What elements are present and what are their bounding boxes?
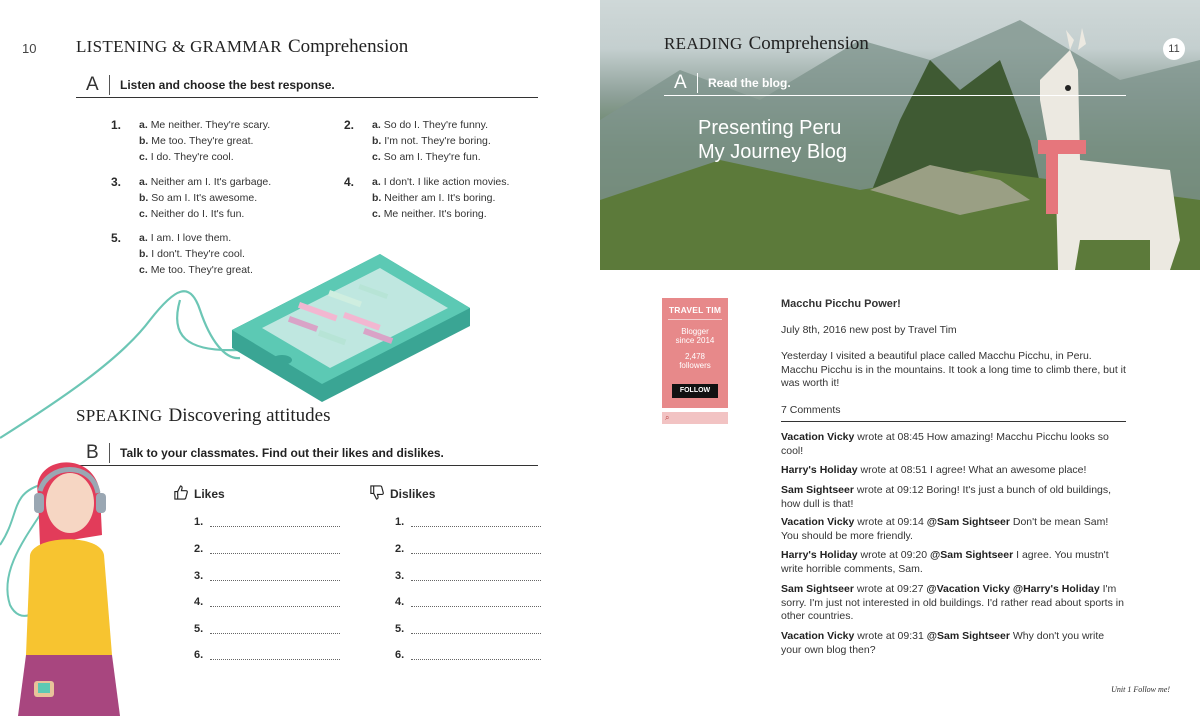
- post-meta: July 8th, 2016 new post by Travel Tim: [781, 324, 957, 336]
- option-letter: c.: [139, 264, 148, 276]
- option-letter: b.: [139, 192, 149, 204]
- comment-author[interactable]: Harry's Holiday: [781, 464, 858, 476]
- option-b[interactable]: [139, 135, 253, 147]
- option-c[interactable]: [139, 151, 234, 163]
- profile-name: TRAVEL TIM: [668, 305, 722, 315]
- thumbs-up-icon: [173, 485, 188, 503]
- comment-text: Boring! It's just a bunch of old buildings, how dull is that!: [781, 484, 1112, 510]
- option-b[interactable]: [372, 192, 495, 204]
- comment-mention[interactable]: @Vacation Vicky @Harry's Holiday: [926, 583, 1100, 595]
- likes-column: [173, 485, 225, 503]
- post-title: Macchu Picchu Power!: [781, 298, 901, 310]
- option-letter: a.: [139, 232, 148, 244]
- comment-text: I agree. You mustn't write horrible comments, Sam.: [781, 549, 1109, 575]
- line-number: 5.: [194, 623, 204, 635]
- page-number: 11: [1163, 38, 1185, 60]
- task-instruction: Listen and choose the best response.: [120, 77, 335, 92]
- line-number: 6.: [395, 649, 405, 661]
- comment-author[interactable]: Sam Sightseer: [781, 583, 854, 595]
- comment: [781, 484, 1126, 511]
- task-instruction: Read the blog.: [708, 75, 791, 90]
- comment: [781, 549, 1126, 576]
- comment: [781, 431, 1126, 458]
- option-text: Me neither. It's boring.: [383, 208, 487, 220]
- option-text: I do. They're cool.: [150, 151, 234, 163]
- option-c[interactable]: [139, 208, 244, 220]
- option-text: Me too. They're great.: [150, 264, 253, 276]
- comment-time: wrote at 09:14: [854, 516, 927, 528]
- dislikes-line-5[interactable]: [395, 623, 404, 635]
- comment-time: wrote at 09:27: [853, 583, 927, 595]
- answer-line: [210, 553, 340, 554]
- option-letter: a.: [372, 176, 381, 188]
- comment-time: wrote at 09:12: [853, 484, 927, 496]
- comment-time: wrote at 09:31: [854, 630, 927, 642]
- comment-text: Don't be mean Sam! You should be more friendly.: [781, 516, 1109, 542]
- dislikes-line-6[interactable]: [395, 649, 404, 661]
- profile-blogger-since: [662, 327, 728, 345]
- option-text: I don't. I like action movies.: [383, 176, 510, 188]
- option-text: Neither am I. It's boring.: [384, 192, 496, 204]
- line-number: 6.: [194, 649, 204, 661]
- comment: [781, 630, 1126, 657]
- dislikes-line-1[interactable]: [395, 516, 404, 528]
- comment-mention[interactable]: @Sam Sightseer: [930, 549, 1014, 561]
- dislikes-column: [369, 485, 435, 503]
- likes-line-2[interactable]: [194, 543, 203, 555]
- line-number: 4.: [395, 596, 405, 608]
- right-page: [600, 0, 1200, 716]
- dislikes-line-4[interactable]: [395, 596, 404, 608]
- page-number: 10: [22, 41, 37, 56]
- reading-title-caps: READING: [664, 34, 743, 53]
- comment-author[interactable]: Vacation Vicky: [781, 431, 855, 443]
- option-letter: c.: [139, 208, 148, 220]
- option-b[interactable]: [372, 135, 491, 147]
- speaking-title-caps: SPEAKING: [76, 406, 163, 425]
- option-a[interactable]: [372, 176, 509, 188]
- option-text: I'm not. They're boring.: [384, 135, 491, 147]
- answer-line: [411, 526, 541, 527]
- option-letter: c.: [372, 208, 381, 220]
- comment-time: wrote at 08:45: [854, 431, 927, 443]
- followers-count: 2,478: [684, 352, 706, 361]
- answer-line: [210, 659, 340, 660]
- likes-label: Likes: [194, 487, 225, 501]
- option-letter: b.: [139, 248, 149, 260]
- search-icon: ⌕: [665, 413, 670, 422]
- option-a[interactable]: [372, 119, 488, 131]
- comment-time: wrote at 09:20: [857, 549, 931, 561]
- blog-title-line-2: My Journey Blog: [698, 141, 847, 163]
- option-text: Me too. They're great.: [151, 135, 254, 147]
- comment-text: How amazing! Macchu Picchu looks so cool!: [781, 431, 1109, 457]
- reading-title: [664, 33, 869, 55]
- comment-text: I'm sorry. I'm just not interested in old buildings. I'd rather read about sports in other countries.: [781, 583, 1124, 622]
- option-letter: b.: [372, 135, 382, 147]
- comment-text: I agree! What an awesome place!: [930, 464, 1087, 476]
- line-number: 3.: [194, 570, 204, 582]
- question-number: 5.: [111, 231, 122, 245]
- profile-followers: [662, 352, 728, 370]
- likes-line-5[interactable]: [194, 623, 203, 635]
- answer-line: [210, 633, 340, 634]
- comment: [781, 583, 1126, 624]
- comment-text: Why don't you write your own blog then?: [781, 630, 1105, 656]
- likes-line-6[interactable]: [194, 649, 203, 661]
- likes-line-4[interactable]: [194, 596, 203, 608]
- line-number: 1.: [395, 516, 405, 528]
- line-number: 3.: [395, 570, 405, 582]
- line-number: 2.: [395, 543, 405, 555]
- answer-line: [411, 633, 541, 634]
- comment-author[interactable]: Vacation Vicky: [781, 516, 855, 528]
- followers-label: followers: [679, 361, 711, 370]
- profile-card: [662, 298, 728, 408]
- comments-header: 7 Comments: [781, 404, 1126, 422]
- task-a-header: [76, 72, 538, 98]
- task-letter: A: [664, 73, 698, 93]
- comment: [781, 464, 1126, 478]
- line-number: 1.: [194, 516, 204, 528]
- answer-line: [210, 580, 340, 581]
- question-number: 2.: [344, 118, 355, 132]
- option-text: I don't. They're cool.: [151, 248, 245, 260]
- comment-mention[interactable]: @Sam Sightseer: [926, 630, 1010, 642]
- option-letter: a.: [139, 119, 148, 131]
- option-letter: a.: [372, 119, 381, 131]
- option-text: Me neither. They're scary.: [150, 119, 271, 131]
- option-a[interactable]: [139, 176, 271, 188]
- comment: [781, 516, 1126, 543]
- option-c[interactable]: [372, 151, 481, 163]
- option-text: Neither do I. It's fun.: [150, 208, 245, 220]
- listening-title-rest: Comprehension: [287, 36, 409, 57]
- option-text: I am. I love them.: [150, 232, 232, 244]
- option-text: So do I. They're funny.: [383, 119, 489, 131]
- option-letter: b.: [372, 192, 382, 204]
- phone-illustration: [0, 240, 600, 460]
- option-b[interactable]: [139, 192, 257, 204]
- listening-title: [76, 36, 408, 58]
- blog-title: [698, 116, 847, 164]
- page-footer: Unit 1 Follow me!: [1111, 685, 1170, 694]
- task-letter: A: [76, 75, 110, 95]
- comment-author[interactable]: Sam Sightseer: [781, 484, 854, 496]
- answer-line: [411, 580, 541, 581]
- answer-line: [210, 526, 340, 527]
- line-number: 4.: [194, 596, 204, 608]
- answer-line: [411, 553, 541, 554]
- likes-line-3[interactable]: [194, 570, 203, 582]
- question-number: 3.: [111, 175, 122, 189]
- option-letter: a.: [139, 176, 148, 188]
- comment-author[interactable]: Vacation Vicky: [781, 630, 855, 642]
- comment-author[interactable]: Harry's Holiday: [781, 549, 858, 561]
- answer-line: [210, 606, 340, 607]
- likes-line-1[interactable]: [194, 516, 203, 528]
- comment-time: wrote at 08:51: [857, 464, 931, 476]
- dislikes-header: [369, 485, 435, 503]
- question-number: 1.: [111, 118, 122, 132]
- option-a[interactable]: [139, 119, 270, 131]
- blog-title-line-1: Presenting Peru: [698, 117, 842, 139]
- task-instruction: Talk to your classmates. Find out their likes and dislikes.: [120, 445, 444, 460]
- speaking-title: [76, 405, 330, 427]
- profile-role: Blogger: [681, 327, 709, 336]
- search-input[interactable]: [662, 412, 728, 424]
- option-letter: c.: [139, 151, 148, 163]
- dislikes-label: Dislikes: [390, 487, 436, 501]
- answer-line: [411, 606, 541, 607]
- option-text: So am I. It's awesome.: [151, 192, 258, 204]
- profile-divider: [668, 319, 722, 320]
- reading-title-rest: Comprehension: [748, 33, 869, 54]
- follow-button[interactable]: FOLLOW: [672, 384, 718, 398]
- option-text: Neither am I. It's garbage.: [150, 176, 272, 188]
- task-a-header: [664, 70, 1126, 96]
- dislikes-line-3[interactable]: [395, 570, 404, 582]
- question-number: 4.: [344, 175, 355, 189]
- girl-illustration: [0, 455, 160, 716]
- post-body: Yesterday I visited a beautiful place called Macchu Picchu, in Peru. Macchu Picchu is in the mountains. It took a long time to climb there, but it was worth it!: [781, 350, 1126, 389]
- option-letter: c.: [372, 151, 381, 163]
- line-number: 5.: [395, 623, 405, 635]
- comment-mention[interactable]: @Sam Sightseer: [926, 516, 1010, 528]
- option-text: So am I. They're fun.: [383, 151, 481, 163]
- line-number: 2.: [194, 543, 204, 555]
- thumbs-down-icon: [369, 485, 384, 503]
- option-c[interactable]: [372, 208, 487, 220]
- answer-line: [411, 659, 541, 660]
- speaking-title-rest: Discovering attitudes: [168, 405, 331, 426]
- dislikes-line-2[interactable]: [395, 543, 404, 555]
- likes-header: [173, 485, 225, 503]
- listening-title-caps: LISTENING & GRAMMAR: [76, 37, 282, 56]
- option-letter: b.: [139, 135, 149, 147]
- task-letter: B: [76, 443, 110, 463]
- profile-since: since 2014: [675, 336, 715, 345]
